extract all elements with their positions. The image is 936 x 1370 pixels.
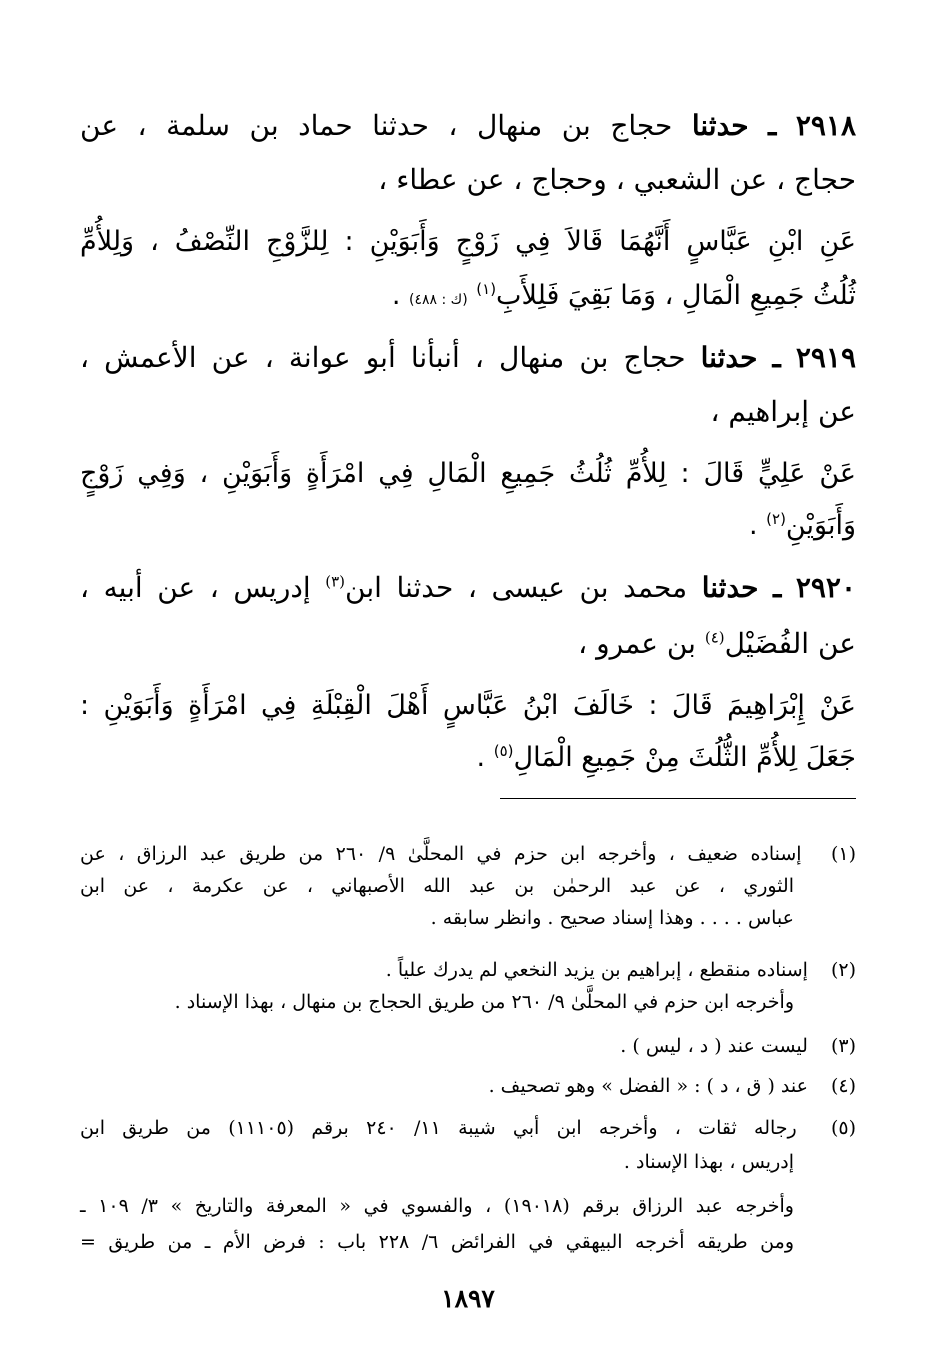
- hadith-number: ٢٩١٨: [795, 109, 856, 142]
- footnote-1-line-3: عباس . . . . وهذا إسناد صحيح . وانظر سابقه .: [430, 907, 794, 929]
- end-period: .: [748, 510, 758, 541]
- footnote-number: (٥): [830, 1117, 856, 1139]
- footnote-number: (١): [830, 843, 856, 865]
- footnote-3: [80, 1032, 856, 1060]
- isnad-text: عن الفُضَيْل: [724, 627, 856, 660]
- haddathana-keyword: حدثنا: [691, 109, 749, 142]
- footnote-text: رجاله ثقات ، وأخرجه ابن أبي شيبة ١١/ ٢٤٠ برقم (١١١٠٥) من طريق ابن: [80, 1117, 797, 1139]
- haddathana-keyword: حدثنا: [701, 571, 759, 604]
- end-period: .: [391, 280, 401, 311]
- footnote-5-line-1: [80, 1114, 856, 1142]
- footnote-text: إسناده ضعيف ، وأخرجه ابن حزم في المحلَّىٰ ٩/ ٢٦٠ من طريق عبد الرزاق ، عن: [80, 843, 802, 865]
- footnote-4: [80, 1072, 856, 1100]
- footnote-ref-5: (٥): [493, 742, 514, 760]
- isnad-text: حجاج بن منهال ، أنبأنا أبو عوانة ، عن الأعمش ،: [80, 341, 686, 374]
- hadith-2919-matn-line-1: عَنْ عَلِيٍّ قَالَ : لِلأُمِّ ثُلُثُ جَمِيعِ الْمَالِ فِي امْرَأَةٍ وَأَبَوَيْنِ ، وَفِي زَوْجٍ: [80, 458, 856, 489]
- isnad-text: بن عمرو ،: [578, 627, 696, 660]
- footnote-number: (٣): [830, 1035, 856, 1057]
- footnote-text: ليست عند ( د ، ليس ) .: [620, 1035, 808, 1057]
- footnote-5-line-4: ومن طريقه أخرجه البيهقي في الفرائض ٦/ ٢٢٨ باب : فرض الأم ـ من طريق =: [80, 1231, 794, 1253]
- dash: ـ: [773, 571, 782, 604]
- footnote-text: إسناده منقطع ، إبراهيم بن يزيد النخعي لم يدرك علياً .: [385, 959, 808, 981]
- footnote-ref-3: (٣): [325, 572, 346, 591]
- matn-text: جَعَلَ لِلأُمِّ الثُّلُثَ مِنْ جَمِيعِ الْمَالِ: [513, 742, 856, 773]
- footnote-text: عند ( ق ، د ) : « الفضل » وهو تصحيف .: [488, 1075, 808, 1097]
- hadith-2918-matn-line-1: عَنِ ابْنِ عَبَّاسٍ أَنَّهُمَا قَالاَ فِي زَوْجٍ وَأَبَوَيْنِ : لِلزَّوْجِ النِّصْفُ ، وَلِلأُمِّ: [80, 226, 856, 257]
- footnote-number: (٤): [830, 1075, 856, 1097]
- hadith-2918-isnad-line-2: حجاج ، عن الشعبي ، وحجاج ، عن عطاء ،: [378, 163, 856, 196]
- isnad-text: حجاج بن منهال ، حدثنا حماد بن سلمة ، عن: [80, 109, 673, 142]
- footnote-ref-2: (٢): [766, 510, 786, 528]
- matn-text: ثُلُثُ جَمِيعِ الْمَالِ ، وَمَا بَقِيَ فَلِلأَبِ: [496, 280, 856, 311]
- end-period: .: [476, 742, 486, 773]
- footnote-1-line-2: الثوري ، عن عبد الرحمٰن بن عبد الله الأصبهاني ، عن عكرمة ، عن ابن: [80, 875, 794, 897]
- footnote-2-line-1: [80, 956, 856, 984]
- hadith-number: ٢٩١٩: [795, 341, 856, 374]
- hadith-number: ٢٩٢٠: [795, 571, 856, 604]
- hadith-2920-isnad-line-2: [80, 624, 856, 664]
- dash: ـ: [772, 341, 781, 374]
- footnote-2-line-2: وأخرجه ابن حزم في المحلَّىٰ ٩/ ٢٦٠ من طريق الحجاج بن منهال ، بهذا الإسناد .: [174, 991, 794, 1013]
- hadith-2920-isnad-line-1: [80, 568, 856, 608]
- footnote-ref-4: (٤): [704, 628, 725, 647]
- haddathana-keyword: حدثنا: [700, 341, 758, 374]
- footnote-number: (٢): [830, 959, 856, 981]
- matn-text: وَأَبَوَيْنِ: [785, 510, 856, 541]
- hadith-2918-isnad-line-1: [80, 106, 856, 146]
- footnote-1-line-1: [80, 840, 856, 868]
- hadith-2919-matn-line-2: [80, 506, 856, 546]
- hadith-2918-matn-line-2: [80, 276, 856, 320]
- isnad-text: محمد بن عيسى ، حدثنا ابن: [345, 571, 688, 604]
- cross-reference: (ك : ٤٨٨): [409, 292, 468, 308]
- footnote-5-line-3: وأخرجه عبد الرزاق برقم (١٩٠١٨) ، والفسوي في « المعرفة والتاريخ » ٣/ ١٠٩ ـ: [80, 1195, 794, 1217]
- hadith-2919-isnad-line-2: عن إبراهيم ،: [710, 395, 856, 428]
- hadith-2919-isnad-line-1: [80, 338, 856, 378]
- page-number: ١٨٩٧: [441, 1284, 495, 1313]
- footnote-separator: [500, 798, 856, 799]
- footnote-5-line-2: إدريس ، بهذا الإسناد .: [623, 1151, 794, 1173]
- footnote-ref-1: (١): [476, 280, 497, 298]
- hadith-2920-matn-line-1: عَنْ إِبْرَاهِيمَ قَالَ : خَالَفَ ابْنُ عَبَّاسٍ أَهْلَ الْقِبْلَةِ فِي امْرَأَةٍ وَأَبَوَيْنِ :: [80, 690, 856, 721]
- hadith-2920-matn-line-2: [80, 738, 856, 778]
- dash: ـ: [768, 109, 777, 142]
- isnad-text: إدريس ، عن أبيه ،: [80, 571, 311, 604]
